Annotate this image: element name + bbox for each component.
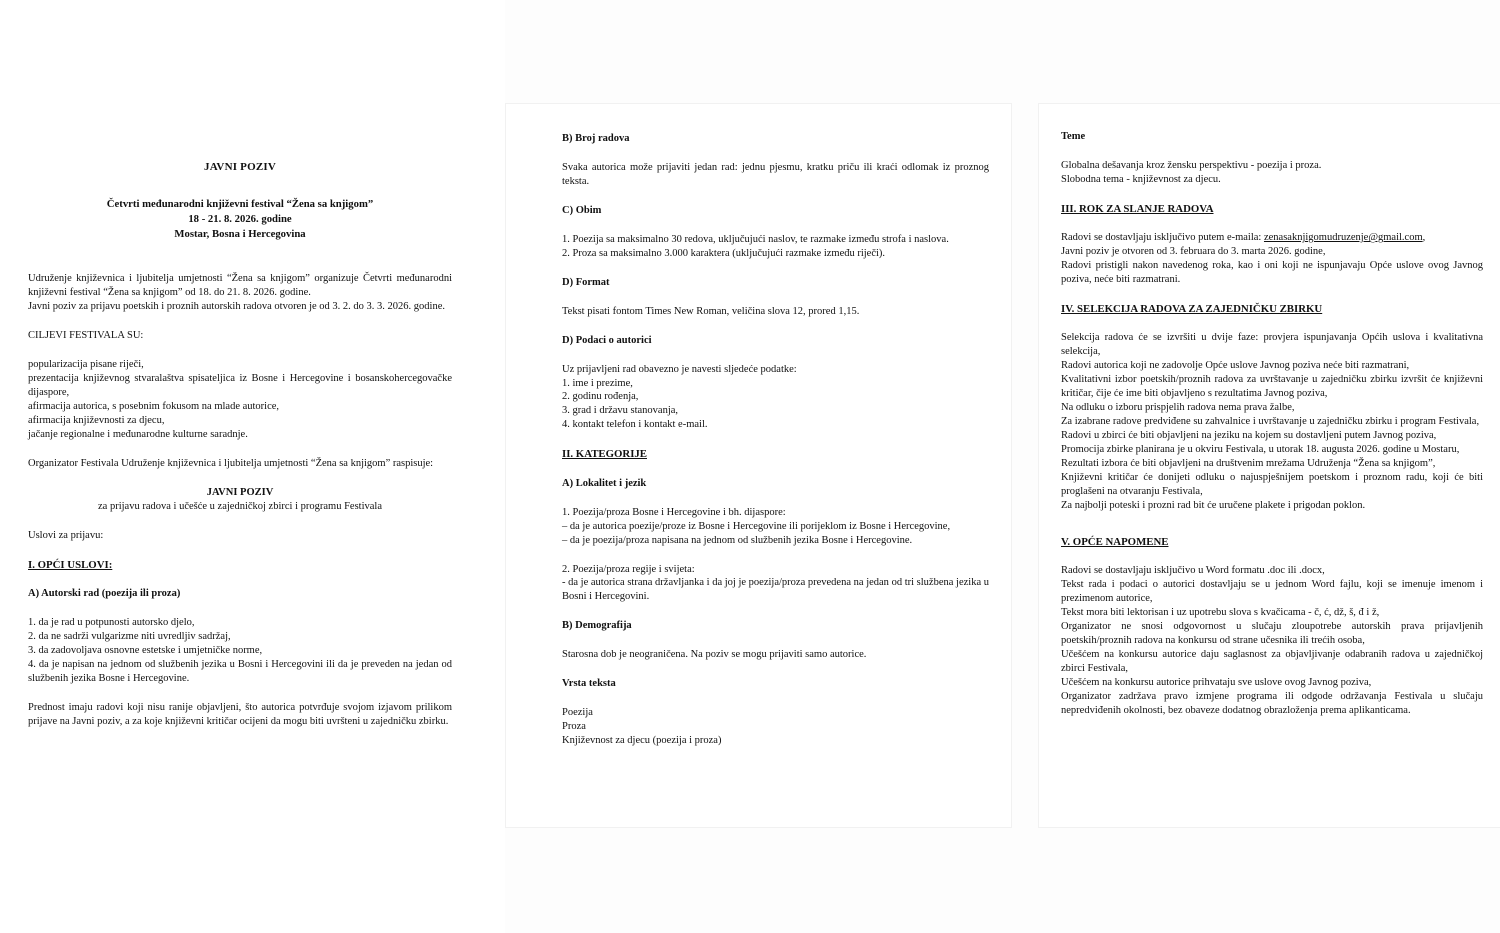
festival-subtitle-line-2: 18 - 21. 8. 2026. godine xyxy=(188,212,292,225)
condition-item: 1. da je rad u potpunosti autorsko djelo, xyxy=(28,616,195,628)
section-ii-b-text: Starosna dob je neograničena. Na poziv se mogu prijaviti samo autorice. xyxy=(562,649,867,661)
general-note-item: Tekst mora biti lektorisan i uz upotrebu slova s kvačicama - č, ć, dž, š, đ i ž, xyxy=(1061,607,1380,618)
general-note-item: Učešćem na konkursu autorice prihvataju sve uslove ovog Javnog poziva, xyxy=(1061,676,1372,688)
category-group-item: - da je autorica strana državljanka i da joj je poezija/proza prevedena na jedan od tri službena jezika u Bosni i Hercegovini. xyxy=(562,577,989,603)
author-data-item: 3. grad i državu stanovanja, xyxy=(562,405,679,417)
condition-item: 4. da je napisan na jednom od službenih jezika u Bosni i Hercegovini ili da je preveden na jedan od službenih jezika Bosne i Hercegovine. xyxy=(28,658,452,684)
condition-item: 3. da zadovoljava osnovne estetske i umjetničke norme, xyxy=(28,644,263,656)
selection-item: Za najbolji poteski i prozni rad bit će uručene plakete i prigodan poklon. xyxy=(1061,499,1366,511)
category-group-item: – da je autorica poezije/proze iz Bosne i Hercegovine ili porijeklom iz Bosne i Hercegovine, xyxy=(562,520,951,532)
author-data-intro: Uz prijavljeni rad obavezno je navesti sljedeće podatke: xyxy=(562,363,797,375)
festival-subtitle-line-1: Četvrti međunarodni književni festival “Žena sa knjigom” xyxy=(106,197,374,210)
late-works-line: Radovi pristigli nakon navedenog roka, kao i oni koji ne ispunjavaju Opće uslove ovog Javnog poziva, neće biti razmatrani. xyxy=(1061,260,1483,286)
section-iv-heading: IV. SELEKCIJA RADOVA ZA ZAJEDNIČKU ZBIRKU xyxy=(1061,303,1323,316)
section-v-heading: V. OPĆE NAPOMENE xyxy=(1061,535,1169,548)
page-3-content xyxy=(1061,130,1483,718)
category-group-title: 1. Poezija/proza Bosne i Hercegovine i bh. dijaspore: xyxy=(562,506,786,518)
intro-paragraph-2: Javni poziv za prijavu poetskih i proznih autorskih radova otvoren je od 3. 2. do 3. 3. 2026. godine. xyxy=(28,301,446,313)
author-data-item: 1. ime i prezime, xyxy=(562,377,633,389)
goal-item: afirmacija književnosti za djecu, xyxy=(28,414,165,426)
selection-item: Kvalitativni izbor poetskih/proznih radova za uvrštavanje u zajedničku zbirku izvršit će književni kritičar, čije će ime biti objavljeno s rezultatima Javnog poziva, xyxy=(1061,374,1483,400)
text-type-item: Poezija xyxy=(562,707,593,719)
goal-item: prezentacija književnog stvaralaštva spisateljica iz Bosne i Hercegovine i bosanskohercegovačke dijaspore, xyxy=(28,372,452,398)
selection-item: Na odluku o izboru prispjelih radova nema prava žalbe, xyxy=(1061,402,1295,414)
section-b-text: Svaka autorica može prijaviti jedan rad: jednu pjesmu, kratku priču ili kraći odlomak iz proznog teksta. xyxy=(562,161,989,187)
condition-item: 2. da ne sadrži vulgarizme niti uvredljiv sadržaj, xyxy=(28,630,231,642)
intro-paragraph-1: Udruženje književnica i ljubitelja umjetnosti “Žena sa knjigom” organizuje Četvrti međunarodni književni festival “Žena sa knjigom” od 18. do 21. 8. 2026. godine. xyxy=(28,273,452,299)
call-subtitle: za prijavu radova i učešće u zajedničkoj zbirci i programu Festivala xyxy=(98,500,382,512)
general-note-item: Učešćem na konkursu autorice daju saglasnost za objavljivanje odabranih radova u zajedničkoj zbirci Festivala, xyxy=(1061,648,1483,674)
theme-item: Slobodna tema - književnost za djecu. xyxy=(1061,173,1221,185)
page-title: JAVNI POZIV xyxy=(204,161,276,173)
goal-item: popularizacija pisane riječi, xyxy=(28,359,144,370)
selection-item: Rezultati izbora će biti objavljeni na društvenim mrežama Udruženja “Žena sa knjigom”, xyxy=(1061,457,1436,469)
selection-item: Književni kritičar će donijeti odluku o najuspješnijem poetskom i proznom radu, koji će biti proglašeni na otvaranju Festivala, xyxy=(1061,471,1483,497)
selection-item: Radovi autorica koji ne zadovolje Opće uslove Javnog poziva neće biti razmatrani, xyxy=(1061,360,1410,372)
theme-item: Globalna dešavanja kroz žensku perspektivu - poezija i proza. xyxy=(1061,159,1322,171)
goal-item: jačanje regionalne i međunarodne kulturne saradnje. xyxy=(28,428,248,440)
section-i-a-heading: A) Autorski rad (poezija ili proza) xyxy=(28,587,181,599)
section-d-format-heading: D) Format xyxy=(562,276,610,288)
conditions-label: Uslovi za prijavu: xyxy=(28,529,104,541)
selection-item: Selekcija radova će se izvršiti u dvije faze: provjera ispunjavanja Općih uslova i kvalitativna selekcija, xyxy=(1061,332,1483,358)
general-note-item: Organizator ne snosi odgovornost u slučaju zloupotrebe autorskih prava prijavljenih poetskih/proznih radova na konkursu od strane učesnika ili trećih osoba, xyxy=(1061,620,1483,646)
call-title: JAVNI POZIV xyxy=(206,486,274,498)
section-ii-a-heading: A) Lokalitet i jezik xyxy=(562,477,647,489)
scope-item: 1. Poezija sa maksimalno 30 redova, uključujući naslov, te razmake između strofa i naslova. xyxy=(562,233,949,245)
section-d-format-text: Tekst pisati fontom Times New Roman, veličina slova 12, prored 1,15. xyxy=(562,305,860,317)
submission-email-line xyxy=(1061,231,1483,245)
scope-item: 2. Proza sa maksimalno 3.000 karaktera (uključujući razmake između riječi). xyxy=(562,247,886,259)
section-b-heading: B) Broj radova xyxy=(562,133,630,144)
text-type-item: Književnost za djecu (poezija i proza) xyxy=(562,735,722,747)
selection-item: Za izabrane radove predviđene su zahvalnice i uvrštavanje u zajedničku zbirku i program Festivala, xyxy=(1061,416,1480,428)
text-type-item: Proza xyxy=(562,721,586,733)
section-i-heading: I. OPĆI USLOVI: xyxy=(28,558,113,571)
section-ii-b-heading: B) Demografija xyxy=(562,620,632,632)
section-ii-heading: II. KATEGORIJE xyxy=(562,448,647,461)
deadline-line: Javni poziv je otvoren od 3. februara do 3. marta 2026. godine, xyxy=(1061,246,1326,258)
submission-email-suffix: , xyxy=(1422,232,1426,244)
general-note-item: Radovi se dostavljaju isključivo u Word formatu .doc ili .docx, xyxy=(1061,565,1325,577)
document-page-2 xyxy=(506,104,1011,827)
organizer-paragraph: Organizator Festivala Udruženje književnica i ljubitelja umjetnosti “Žena sa knjigom” raspisuje: xyxy=(28,457,434,469)
section-d-author-heading: D) Podaci o autorici xyxy=(562,334,652,346)
submission-email-address[interactable]: zenasaknjigomudruzenje@gmail.com xyxy=(1263,232,1423,244)
section-iii-heading: III. ROK ZA SLANJE RADOVA xyxy=(1061,202,1214,215)
author-data-item: 2. godinu rođenja, xyxy=(562,391,639,403)
text-type-heading: Vrsta teksta xyxy=(562,678,616,690)
themes-heading: Teme xyxy=(1061,131,1086,142)
page-1-content xyxy=(28,160,452,729)
selection-item: Promocija zbirke planirana je u okviru Festivala, u utorak 18. augusta 2026. godine u Mostaru, xyxy=(1061,444,1460,456)
section-c-heading: C) Obim xyxy=(562,204,602,216)
general-note-item: Tekst rada i podaci o autorici dostavljaju se u jednom Word fajlu, koji se imenuje imenom i prezimenom autorice, xyxy=(1061,579,1483,605)
goal-item: afirmacija autorica, s posebnim fokusom na mlade autorice, xyxy=(28,400,280,412)
goals-heading: CILJEVI FESTIVALA SU: xyxy=(28,330,144,342)
festival-subtitle-line-3: Mostar, Bosna i Hercegovina xyxy=(174,228,306,240)
document-page-1 xyxy=(0,0,505,933)
category-group-item: – da je poezija/proza napisana na jednom od službenih jezika Bosne i Hercegovine. xyxy=(562,534,913,546)
advantage-paragraph: Prednost imaju radovi koji nisu ranije objavljeni, što autorica potvrđuje svojom izjavom prilikom prijave na Javni poziv, a za koje književni kritičar ocijeni da mogu biti uvršteni u zajedničku zbirku. xyxy=(28,701,452,727)
document-page-3 xyxy=(1039,104,1500,827)
selection-item: Radovi u zbirci će biti objavljeni na jeziku na kojem su dostavljeni putem Javnog poziva, xyxy=(1061,430,1437,442)
general-note-item: Organizator zadržava pravo izmjene programa ili odgode održavanja Festivala u slučaju nepredviđenih okolnosti, bez obaveze dodatnog obrazloženja prema aplikanticama. xyxy=(1061,690,1483,716)
author-data-item: 4. kontakt telefon i kontakt e-mail. xyxy=(562,419,708,431)
submission-email-prefix: Radovi se dostavljaju isključivo putem e-maila: xyxy=(1061,232,1264,244)
page-2-content xyxy=(562,132,989,748)
category-group-title: 2. Poezija/proza regije i svijeta: xyxy=(562,563,695,575)
